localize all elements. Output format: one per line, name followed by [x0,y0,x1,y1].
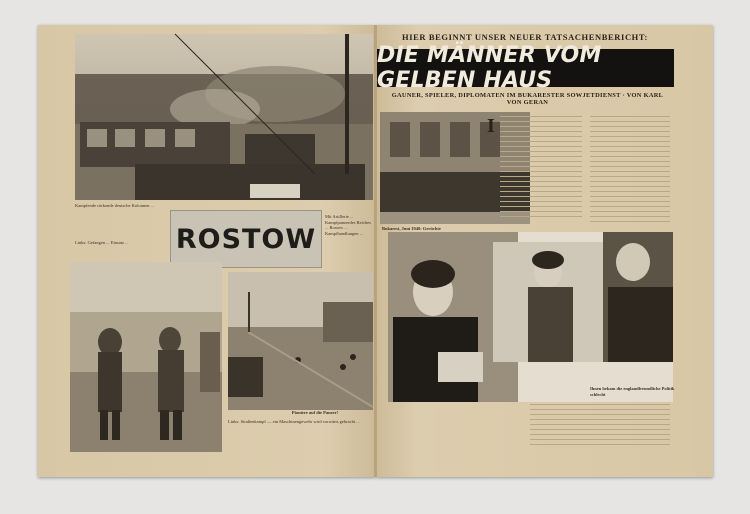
rostow-caption: Mit Artillerie ... Kampfpanzerdes Reiches ... Rostow ... Kampfhandlungen ... [325,214,371,236]
portrait-collage [388,232,673,402]
soldiers-photo [70,262,222,452]
rostow-sign-text: ROSTOW [175,223,317,255]
headline-banner [377,43,674,93]
dropcap: I [487,115,495,137]
small-caption: Links: Gefangen ... Einsatz ... [75,240,129,245]
headline: DIE MÄNNER VOM GELBEN HAUS [377,43,602,93]
body-text-col2 [590,116,670,226]
body-text-bottom [530,404,670,446]
bottom-caption: Links: Straßenkampf — ein Maschinengewehr wird vorwärts gebracht ... [228,419,360,424]
kicker: HIER BEGINNT UNSER NEUER TATSACHENBERICHT: [402,32,648,42]
subtitle: GAUNER, SPIELER, DIPLOMATEN IM BUKARESTER SOWJETDIENST · VON KARL VON GERAN [391,92,664,106]
rostow-sign [170,210,322,268]
body-text-col1 [500,116,582,220]
mid-photo-caption: Pioniere auf die Panzer! [291,410,339,415]
street-caption: Bukarest, Juni 1940: Gerüchte [382,226,441,231]
top-photo-caption: Kampfende rückende deutsche Kolonnen ... [75,203,154,208]
tank-photo [228,272,373,410]
photo-caption: Ihnen bekam die englandfreundliche Politik schlecht [590,386,675,397]
war-photo-top [75,34,373,200]
